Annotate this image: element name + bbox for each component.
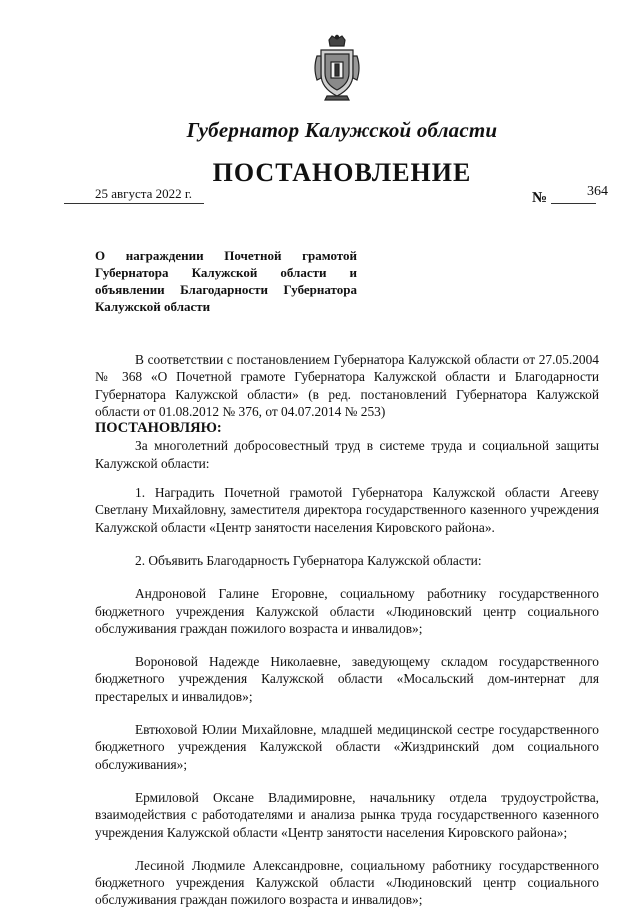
person-paragraph: Ермиловой Оксане Владимировне, начальнику отдела трудоустройства, взаимодействия с работодателями и анализа рынка труда государственного казенного учреждения Калужской области «Центр занятости населения Кировского района»;	[95, 789, 599, 840]
preamble-paragraph: В соответствии с постановлением Губернатора Калужской области от 27.05.2004 № 368 «О Почетной грамоте Губернатора Калужской области и Благодарности Губернатора Калужской области» (в ред. постановлений Губернатора Калужской области от 01.08.2012 № 376, от 04.07.2014 № 253)	[95, 352, 599, 419]
document-date: 25 августа 2022 г.	[95, 186, 192, 201]
number-label: №	[532, 190, 548, 206]
document-body	[95, 351, 599, 909]
document-type-heading: ПОСТАНОВЛЕНИЕ	[212, 158, 472, 187]
reason-paragraph: За многолетний добросовестный труд в системе труда и социальной защиты Калужской области:	[95, 438, 599, 471]
person-paragraph: Вороновой Надежде Николаевне, заведующему складом государственного бюджетного учреждения Калужской области «Мосальский дом-интернат для престарелых и инвалидов»;	[95, 654, 599, 704]
governor-title: Губернатор Калужской области	[186, 118, 498, 142]
item-2-paragraph: 2. Объявить Благодарность Губернатора Калужской области:	[135, 552, 482, 568]
person-paragraph: Лесиной Людмиле Александровне, социальному работнику государственного бюджетного учреждения Калужской области «Людиновский центр социального обслуживания граждан пожилого возраста и инвалидов»;	[95, 857, 599, 908]
document-number: 364	[587, 184, 608, 199]
date-underline	[64, 203, 204, 204]
person-paragraph: Андроновой Галине Егоровне, социальному работнику государственного бюджетного учреждения Калужской области «Людиновский центр социального обслуживания граждан пожилого возраста и инвалидов»;	[95, 586, 599, 636]
person-paragraph: Евтюховой Юлии Михайловне, младшей медицинской сестре государственного бюджетного учреждения Калужской области «Жиздринский дом социального обслуживания»;	[95, 722, 599, 772]
item-1-paragraph: 1. Наградить Почетной грамотой Губернатора Калужской области Агееву Светлану Михайловну, заместителя директора государственного казенного учреждения Калужской области «Центр занятости населения Кировского района».	[95, 485, 599, 535]
number-underline	[551, 203, 596, 204]
coat-of-arms-emblem	[311, 34, 363, 102]
decree-word: ПОСТАНОВЛЯЮ:	[95, 420, 222, 437]
document-subject: О награждении Почетной грамотой Губернатора Калужской области и объявлении Благодарности Губернатора Калужской области	[95, 248, 357, 314]
